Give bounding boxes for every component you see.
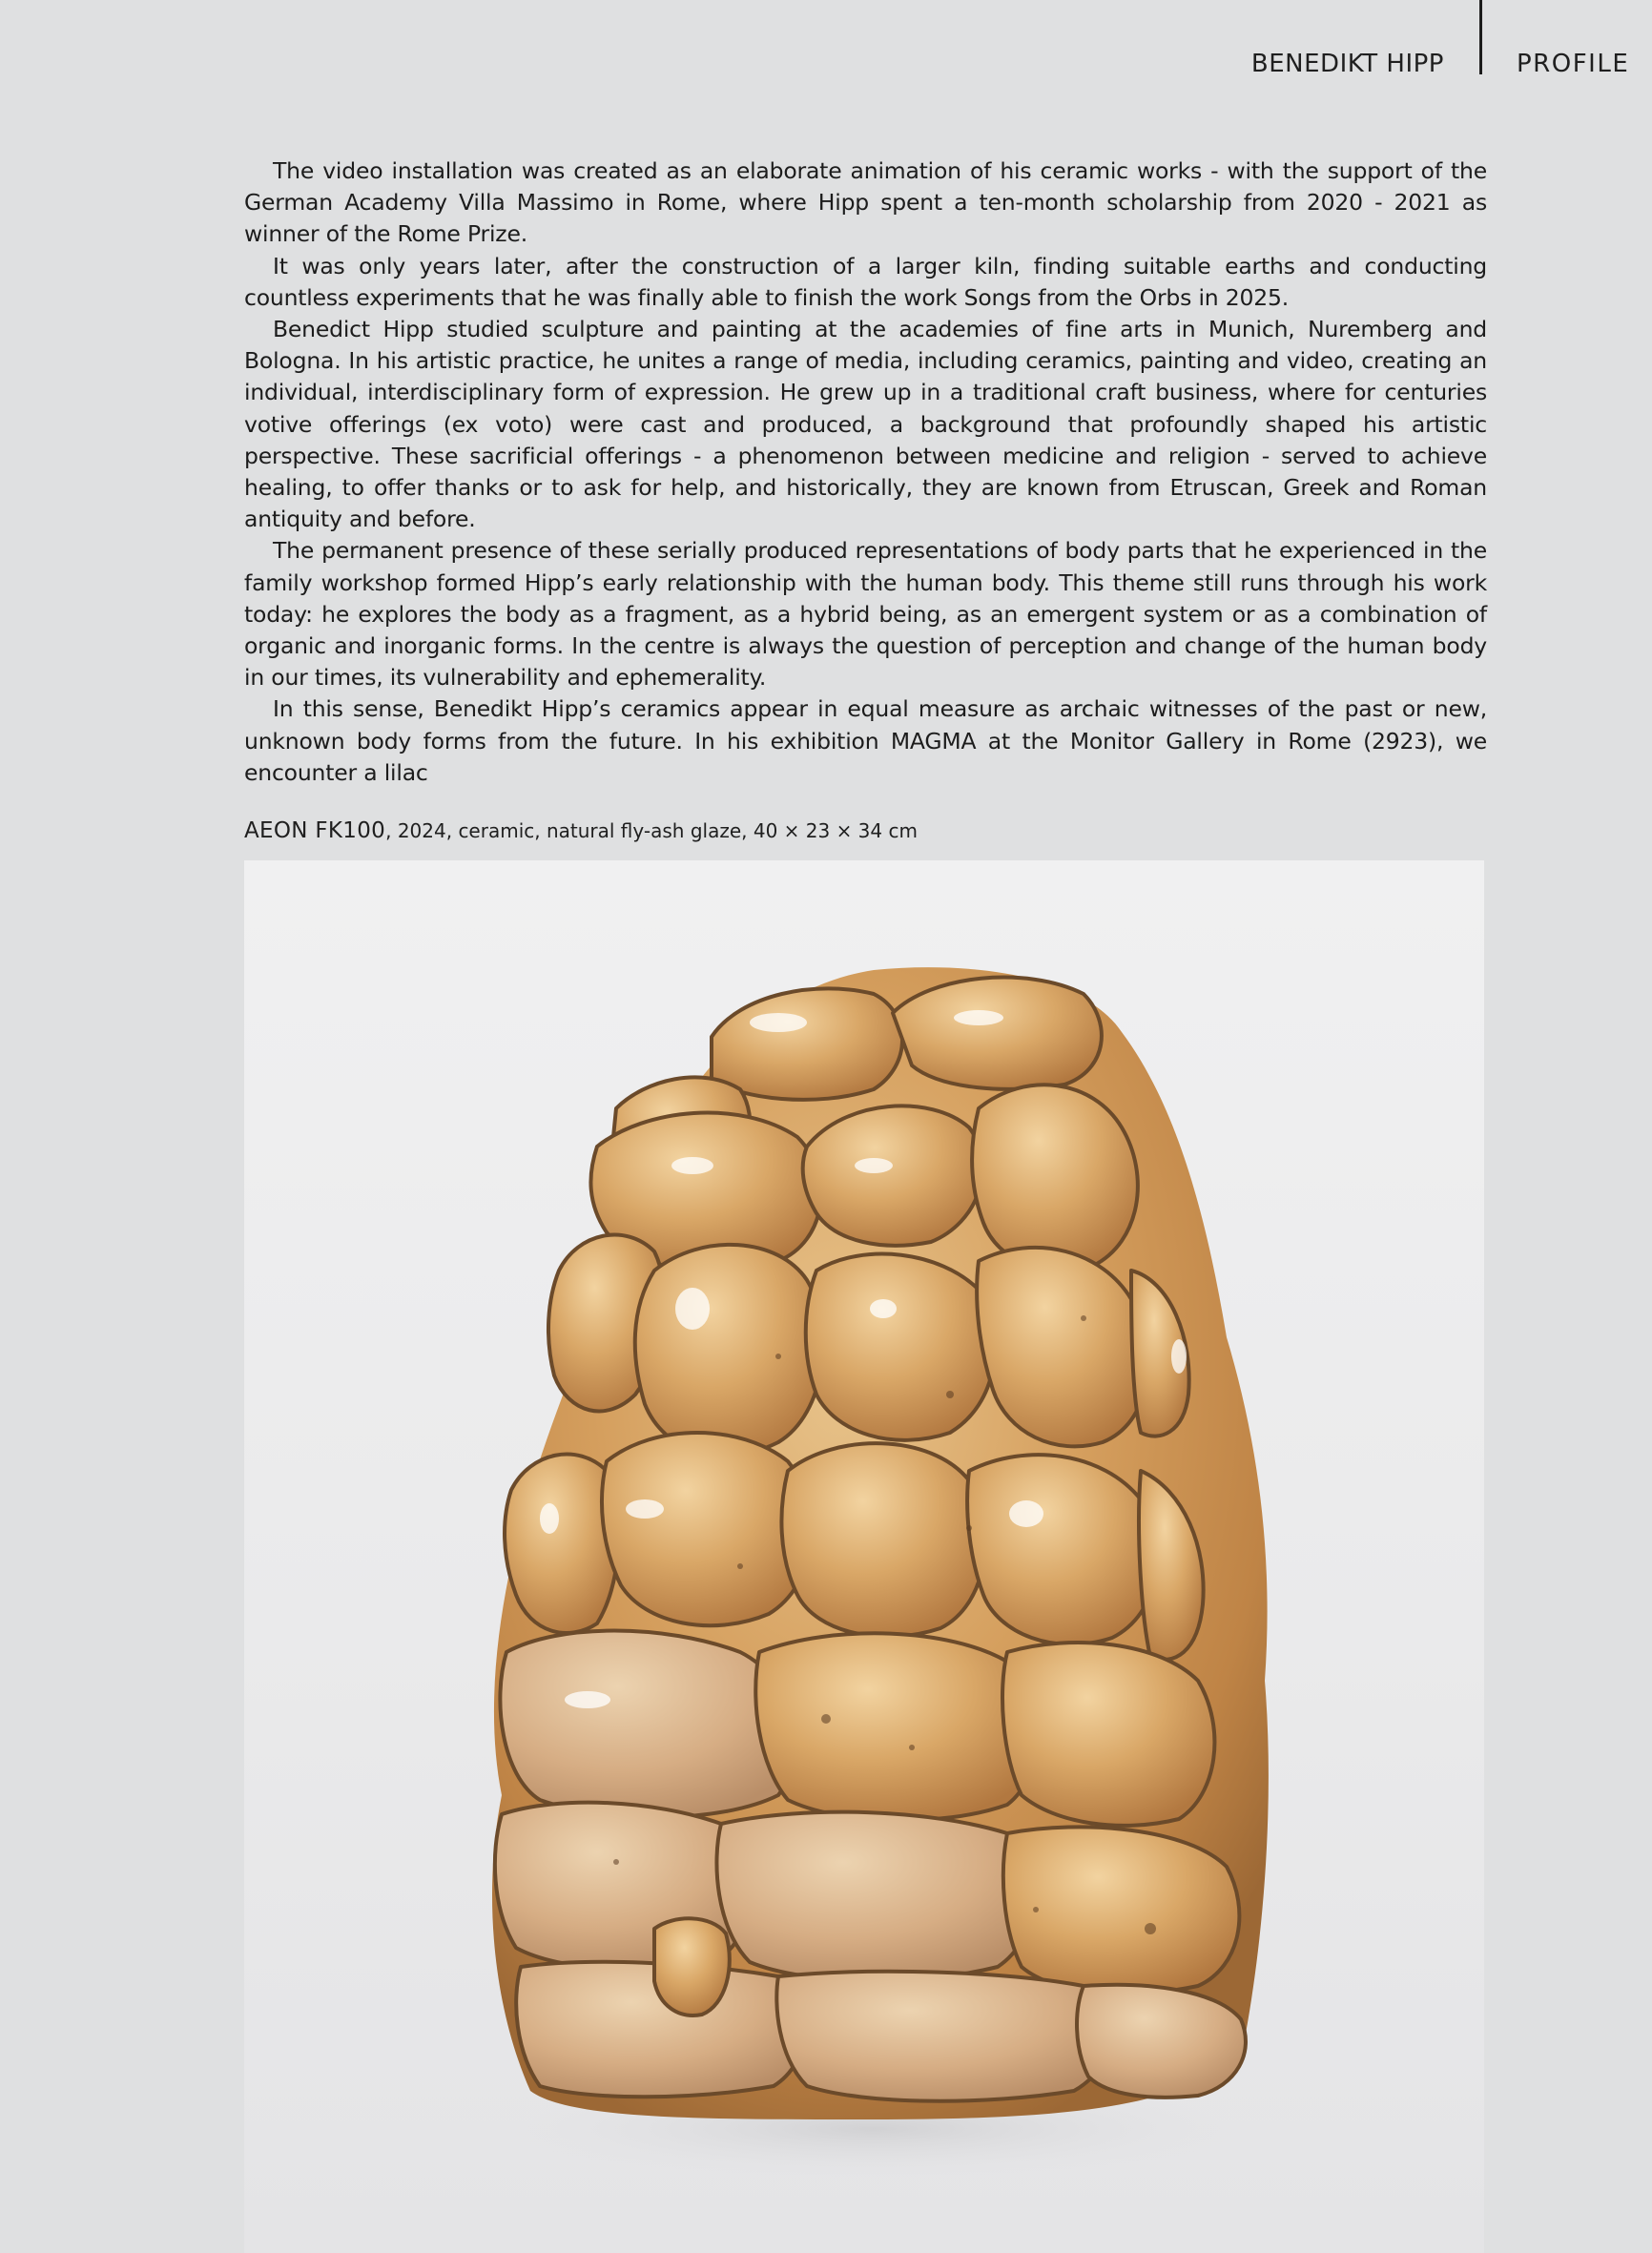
artwork-title: AEON FK100 (244, 818, 386, 843)
header-section: PROFILE (1517, 50, 1630, 78)
header-author: BENEDIKT HIPP (1250, 50, 1444, 78)
artwork-caption (244, 818, 918, 843)
paragraph-5: In this sense, Benedikt Hipp’s ceramics appear in equal measure as archaic witnesses of the past or new, unknown body forms from the future. In his exhibition MAGMA at the Monitor Gallery in Rome (2923), we encounter a lilac (244, 695, 1487, 786)
paragraph-1: The video installation was created as an elaborate animation of his ceramic works - with the support of the German Academy Villa Massimo in Rome, where Hipp spent a ten-month scholarship from 2020 - 2021 as winner of the Rome Prize. (244, 157, 1487, 248)
artwork-details: , 2024, ceramic, natural fly-ash glaze, 40 × 23 × 34 cm (385, 819, 918, 842)
article-body (244, 155, 1487, 789)
paragraph-4: The permanent presence of these serially produced representations of body parts that he experienced in the family workshop formed Hipp’s early relationship with the human body. This theme still runs through his work today: he explores the body as a fragment, as a hybrid being, as an emergent system or as a combination of organic and inorganic forms. In the centre is always the question of perception and change of the human body in our times, its vulnerability and ephemerality. (244, 537, 1487, 692)
ceramic-sculpture-image (244, 860, 1484, 2253)
paragraph-3: Benedict Hipp studied sculpture and painting at the academies of fine arts in Munich, Nuremberg and Bologna. In his artistic practice, he unites a range of media, including ceramics, painting and video, creating an individual, interdisciplinary form of expression. He grew up in a traditional craft business, where for centuries votive offerings (ex voto) were cast and produced, a background that profoundly shaped his artistic perspective. These sacrificial offerings - a phenomenon between medicine and religion - served to achieve healing, to offer thanks or to ask for help, and historically, they are known from Etruscan, Greek and Roman antiquity and before. (244, 316, 1487, 533)
artwork-photo (244, 860, 1484, 2253)
header-divider (1479, 0, 1482, 74)
paragraph-2: It was only years later, after the construction of a larger kiln, finding suitable earths and conducting countless experiments that he was finally able to finish the work Songs from the Orbs in 2025. (244, 252, 1487, 311)
